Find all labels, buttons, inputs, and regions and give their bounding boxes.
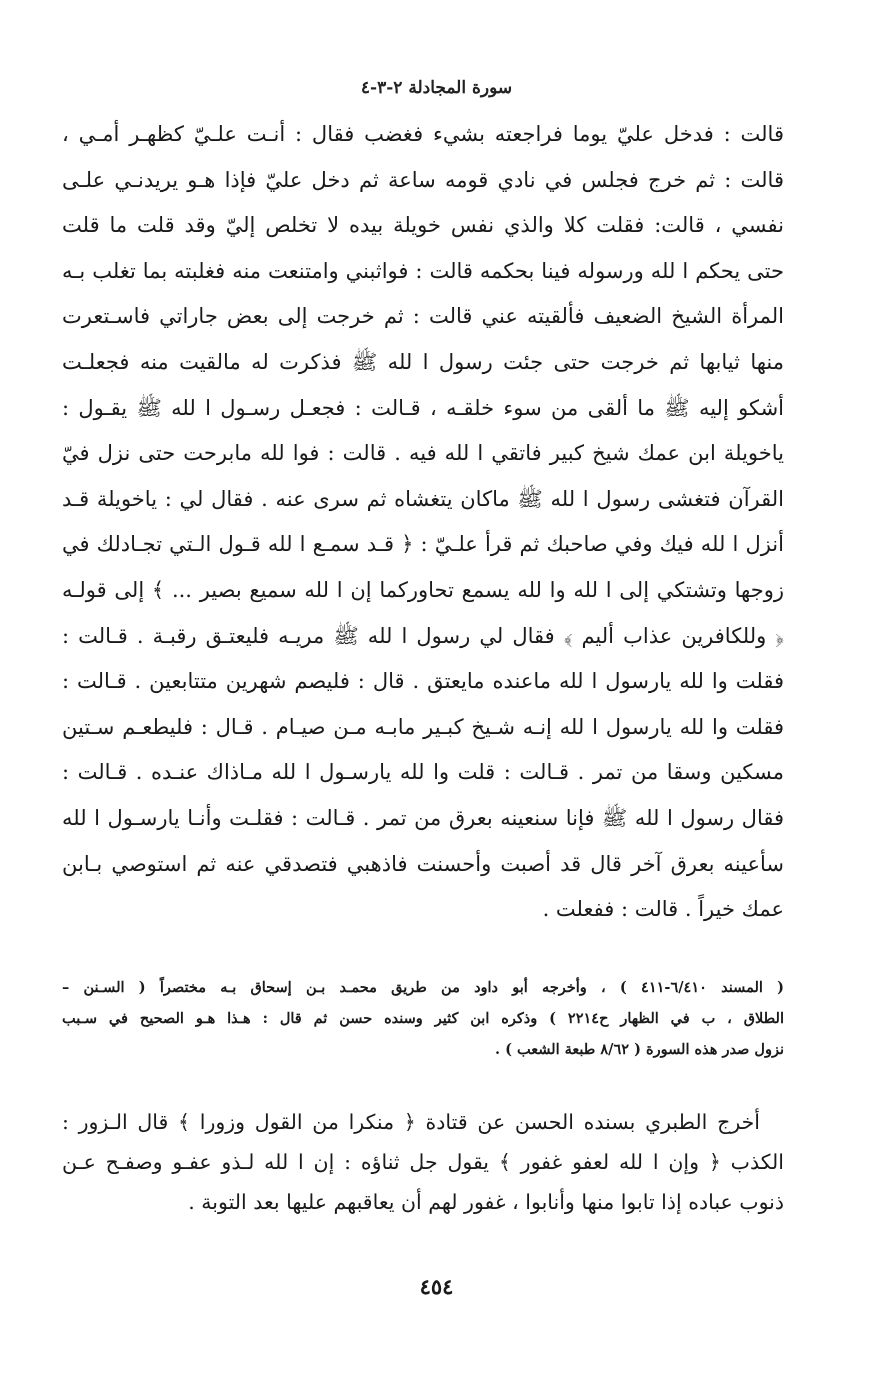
main-text-line: قالت : فدخل عليّ يوما فراجعته بشيء فغضب فقال : أنـت علـيّ كظهـر أمـي ، xyxy=(62,122,784,146)
main-text-line: القرآن فتغشى رسول ا لله ﷺ ماكان يتغشاه ثم سرى عنه . فقال لي : ياخويلة قـد xyxy=(62,486,784,511)
main-text-line: فقلت وا لله يارسول ا لله إنـه شـيخ كبـير مابـه مـن صيـام . قـال : فليطعـم سـتين xyxy=(62,714,784,739)
main-text-line: المرأة الشيخ الضعيف فألقيته عني قالت : ثم خرجت إلى بعض جاراتي فاسـتعرت xyxy=(62,304,784,329)
main-text-line: قالت : ثم خرج فجلس في نادي قومه ساعة ثم دخل عليّ فإذا هـو يريدنـي علـى xyxy=(62,167,784,192)
tafsir-line: أخرج الطبري بسنده الحسن عن قتادة ﴿ منكرا من القول وزورا ﴾ قال الـزور : xyxy=(62,1110,760,1134)
main-text-line: أنزل ا لله فيك وفي صاحبك ثم قرأ علـيّ : ﴿ قـد سمـع ا لله قـول الـتي تجـادلك في xyxy=(62,532,784,557)
main-text-line: نفسي ، قالت: فقلت كلا والذي نفس خويلة بيده لا تخلص إليّ وقد قلت ما قلت xyxy=(62,213,784,238)
main-text-line: منها ثيابها ثم خرجت حتى جئت رسول ا لله ﷺ فذكرت له مالقيت منه فجعلـت xyxy=(62,349,784,374)
tafsir-line: الكذب ﴿ وإن ا لله لعفو غفور ﴾ يقول جل ثناؤه : إن ا لله لـذو عفـو وصفـح عـن xyxy=(62,1150,784,1174)
page-header-title: سورة المجادلة ٢-٣-٤ xyxy=(360,78,513,98)
main-text-line: زوجها وتشتكي إلى ا لله وا لله يسمع تحاوركما إن ا لله سميع بصير ... ﴾ إلى قولـه xyxy=(62,577,784,602)
reference-line: نزول صدر هذه السورة ( ٨/٦٢ طبعة الشعب ) . xyxy=(494,1041,784,1058)
main-text-line: ﴿ وللكافرين عذاب أليم ﴾ فقال لي رسول ا لله ﷺ مريـه فليعتـق رقبـة . قـالت : xyxy=(62,623,784,648)
main-text-line: حتى يحكم ا لله ورسوله فينا بحكمه قالت : فواثبني وامتنعت منه فغلبته بما تغلب بـه xyxy=(62,258,784,283)
page-number: ٤٥٤ xyxy=(419,1274,454,1299)
main-text-line: سأعينه بعرق آخر قال قد أصبت وأحسنت فاذهبي فتصدقي عنه ثم استوصي بـابن xyxy=(62,851,784,876)
main-text-line: أشكو إليه ﷺ ما ألقى من سوء خلقـه ، قـالت : فجعـل رسـول ا لله ﷺ يقـول : xyxy=(62,395,784,420)
reference-line: ( المسند ٦/٤١٠-٤١١ ) ، وأخرجه أبو داود من طريق محمـد بـن إسحاق بـه مختصراً ( السـنن – xyxy=(62,979,784,996)
main-text-line: فقال رسول ا لله ﷺ فإنا سنعينه بعرق من تمر . قـالت : فقلـت وأنـا يارسـول ا لله xyxy=(62,805,784,830)
tafsir-line: ذنوب عباده إذا تابوا منها وأنابوا ، غفور لهم أن يعاقبهم عليها بعد التوبة . xyxy=(188,1190,784,1214)
main-text-block xyxy=(62,112,784,933)
main-text-line: عمك خيراً . قالت : ففعلت . xyxy=(542,897,784,922)
main-text-line: ياخويلة ابن عمك شيخ كبير فاتقي ا لله فيه . قالت : فوا لله مابرحت حتى نزل فيّ xyxy=(62,441,784,466)
main-text-line: فقلت وا لله يارسول ا لله ماعنده مايعتق . قال : فليصم شهرين متتابعين . قـالت : xyxy=(62,669,784,694)
reference-line: الطلاق ، ب في الظهار ح٢٢١٤ ) وذكره ابن كثير وسنده حسن ثم قال : هـذا هـو الصحيح في سـبب xyxy=(62,1010,784,1027)
source-reference-note xyxy=(62,972,784,1065)
main-text-line: مسكين وسقا من تمر . قـالت : قلت وا لله يارسـول ا لله مـاذاك عنـده . قـالت : xyxy=(62,760,784,785)
tafsir-paragraph xyxy=(62,1102,784,1222)
